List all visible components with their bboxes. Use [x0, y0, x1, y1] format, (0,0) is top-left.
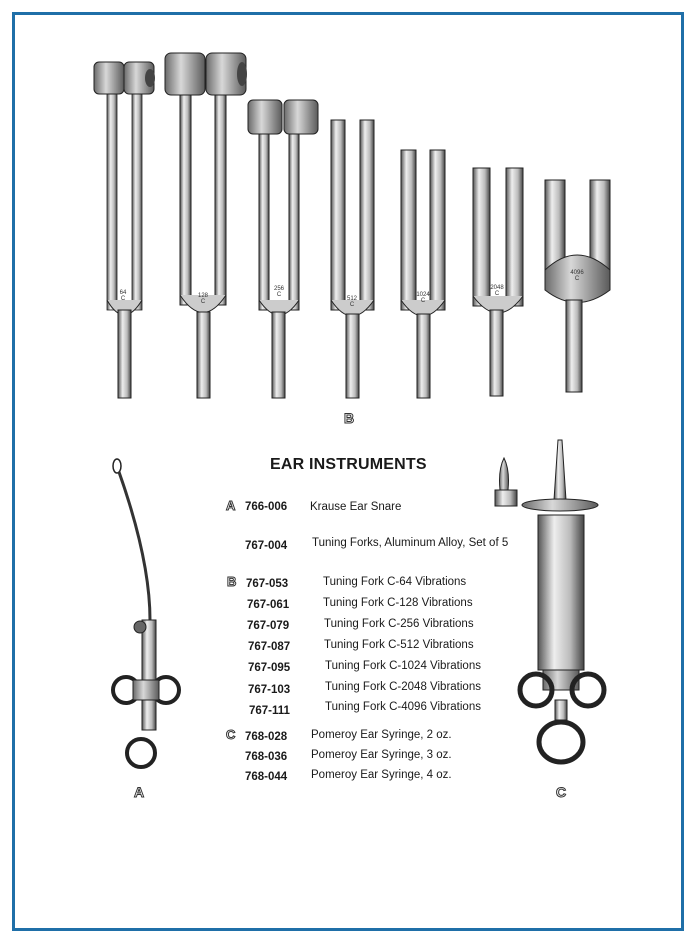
- product-code: 767-061: [247, 599, 290, 611]
- figure-caption-c: C: [556, 784, 567, 800]
- tuning-fork-128: [165, 53, 247, 398]
- product-code: 767-004: [245, 540, 288, 552]
- product-code: 767-053: [246, 578, 289, 590]
- page-title: EAR INSTRUMENTS: [270, 456, 427, 473]
- product-description: Tuning Fork C-512 Vibrations: [324, 639, 474, 651]
- product-code: 768-036: [245, 751, 288, 763]
- product-description: Pomeroy Ear Syringe, 2 oz.: [311, 729, 452, 741]
- product-code: 767-079: [247, 620, 290, 632]
- product-description: Krause Ear Snare: [310, 501, 402, 513]
- fork-label: 4096 C: [570, 270, 584, 282]
- tuning-fork-64: [94, 62, 155, 398]
- tuning-fork-2048: [473, 168, 523, 396]
- tuning-fork-256: [248, 100, 318, 398]
- tuning-fork-4096: [545, 180, 610, 392]
- product-description: Pomeroy Ear Syringe, 4 oz.: [311, 769, 452, 781]
- figure-caption-b: B: [344, 410, 355, 426]
- product-code: 766-006: [245, 501, 288, 513]
- ear-syringe-illustration: [495, 440, 604, 762]
- product-code: 768-044: [245, 771, 288, 783]
- product-code: 767-095: [248, 662, 291, 674]
- product-description: Tuning Fork C-128 Vibrations: [323, 597, 473, 609]
- product-description: Tuning Forks, Aluminum Alloy, Set of 5: [312, 537, 509, 549]
- section-marker-a: A: [226, 498, 236, 513]
- section-marker-c: C: [226, 727, 236, 742]
- section-marker-b: B: [227, 574, 237, 589]
- product-description: Tuning Fork C-64 Vibrations: [323, 576, 467, 588]
- tuning-fork-1024: [401, 150, 445, 398]
- fork-label: 128 C: [197, 293, 208, 305]
- tuning-fork-512: [331, 120, 374, 398]
- product-code: 767-111: [249, 705, 290, 717]
- product-code: 768-028: [245, 731, 288, 743]
- product-description: Pomeroy Ear Syringe, 3 oz.: [311, 749, 452, 761]
- fork-label: 1024 C: [416, 292, 430, 304]
- fork-label: 64 C: [119, 290, 127, 302]
- product-code: 767-103: [248, 684, 291, 696]
- product-description: Tuning Fork C-2048 Vibrations: [325, 681, 481, 693]
- product-description: Tuning Fork C-1024 Vibrations: [325, 660, 481, 672]
- ear-snare-illustration: [113, 459, 179, 767]
- figure-caption-a: A: [134, 784, 145, 800]
- fork-label: 2048 C: [490, 285, 504, 297]
- product-description: Tuning Fork C-256 Vibrations: [324, 618, 474, 630]
- product-description: Tuning Fork C-4096 Vibrations: [325, 701, 481, 713]
- product-code: 767-087: [248, 641, 291, 653]
- fork-label: 256 C: [273, 286, 284, 298]
- fork-label: 512 C: [346, 296, 357, 308]
